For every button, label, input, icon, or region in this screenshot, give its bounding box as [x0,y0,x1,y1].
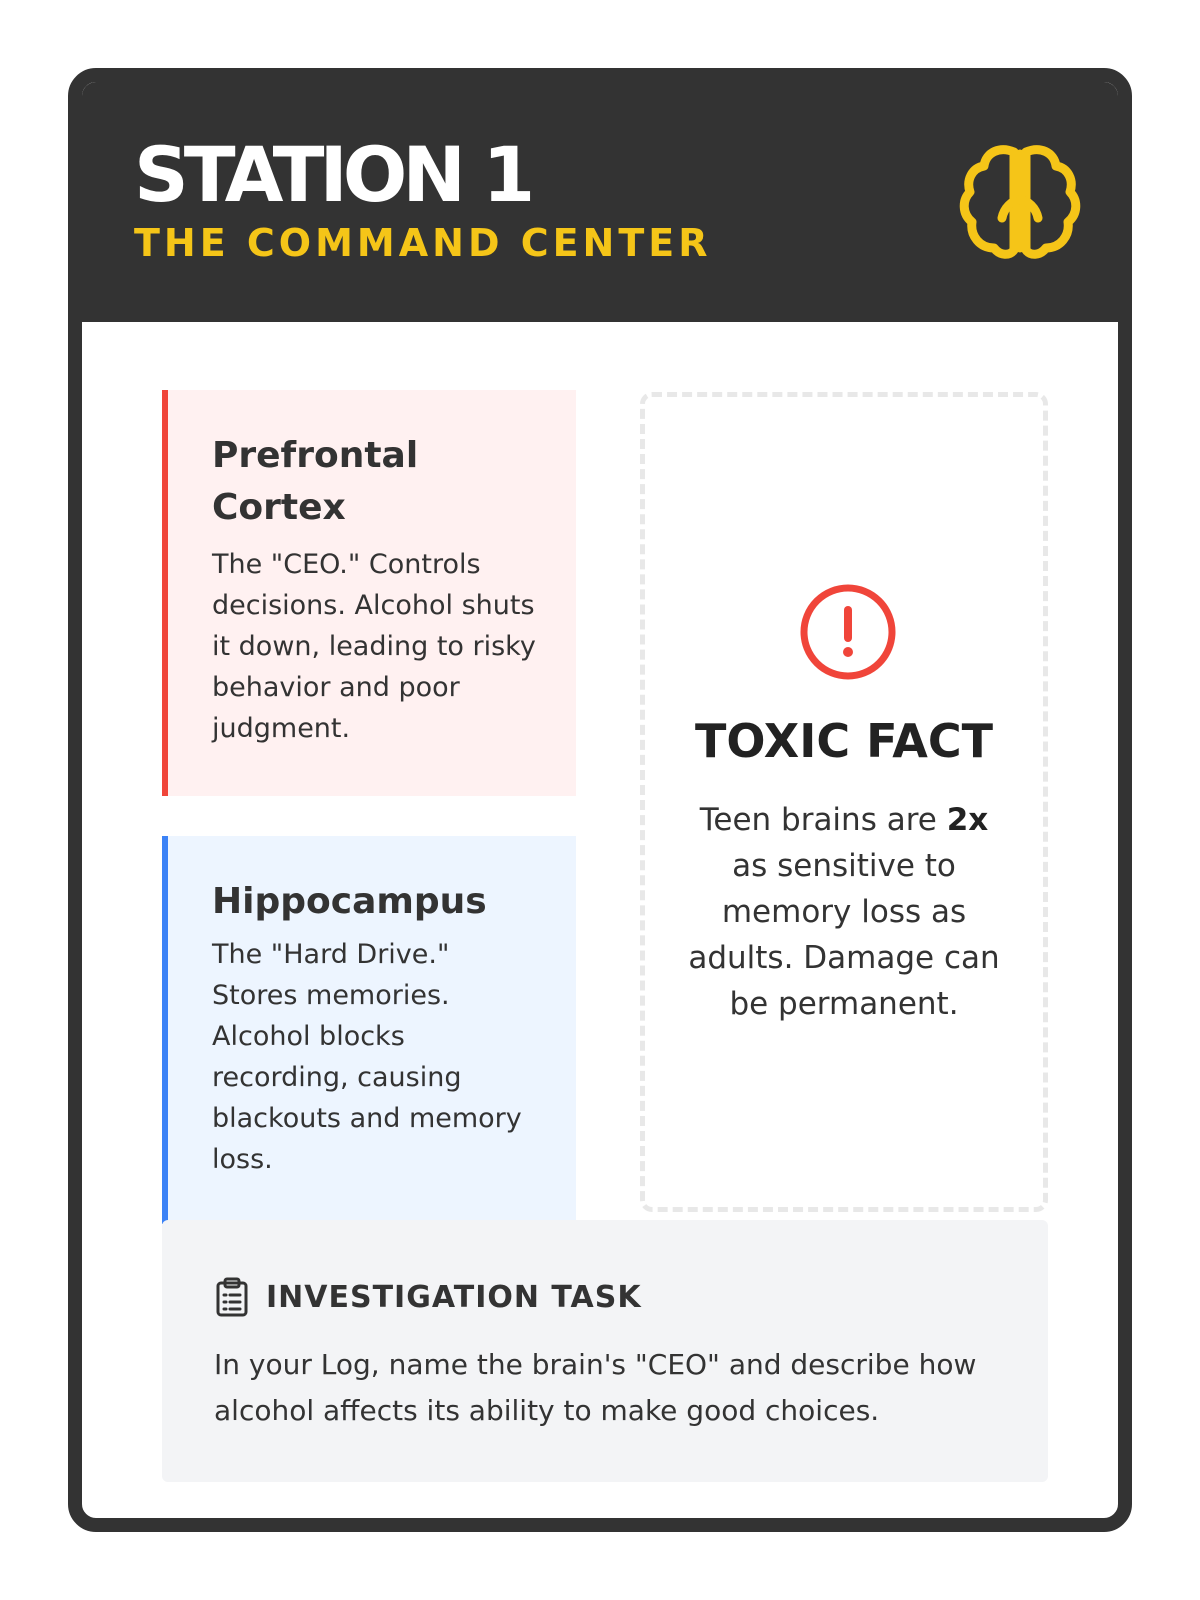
task-title: INVESTIGATION TASK [266,1279,642,1315]
toxic-fact-title: TOXIC FACT [694,714,994,768]
toxic-fact-highlight: 2x [946,802,989,838]
prefrontal-cortex-box [162,390,576,796]
investigation-task-panel [162,1220,1048,1482]
toxic-fact-text [685,797,1003,1027]
station-card [68,68,1132,1532]
hippocampus-box [162,836,576,1224]
toxic-fact-text-end: as sensitive to memory loss as adults. Damage can be permanent. [688,848,1000,1022]
station-title: STATION 1 [134,130,531,219]
toxic-fact-text-start: Teen brains are [699,802,947,838]
region-title: Prefrontal Cortex [212,435,419,528]
region-title: Hippocampus [212,881,487,922]
station-subtitle: THE COMMAND CENTER [134,221,712,265]
region-description: The "CEO." Controls decisions. Alcohol shuts it down, leading to risky behavior and poor judgment. [212,549,536,744]
toxic-fact-panel [640,392,1048,1212]
brain-icon [958,138,1082,262]
card-header [82,82,1118,322]
clipboard-icon [214,1277,250,1317]
alert-circle-icon [798,582,898,682]
region-description: The "Hard Drive." Stores memories. Alcohol blocks recording, causing blackouts and memory loss. [212,939,522,1175]
task-heading [214,1276,996,1318]
task-description: In your Log, name the brain's "CEO" and describe how alcohol affects its ability to make good choices. [214,1348,977,1427]
